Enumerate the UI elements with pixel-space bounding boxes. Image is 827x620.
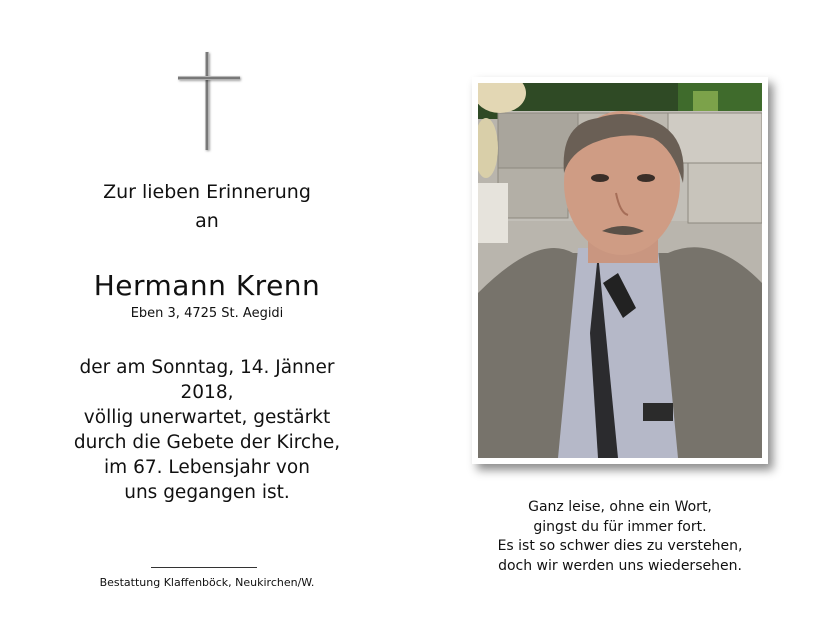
poem-line: gingst du für immer fort.: [533, 518, 707, 535]
portrait-photo: [478, 83, 762, 458]
intro-line: an: [195, 210, 219, 232]
undertaker-name: Bestattung Klaffenböck, Neukirchen/W.: [99, 576, 315, 589]
cross-icon: [178, 52, 240, 150]
portrait-frame: [472, 77, 768, 464]
divider-line: [151, 567, 257, 568]
obituary-line: im 67. Lebensjahr von: [104, 457, 310, 478]
deceased-address: Eben 3, 4725 St. Aegidi: [130, 306, 284, 321]
intro-line: Zur lieben Erinnerung: [103, 181, 311, 203]
obituary-line: völlig unerwartet, gestärkt: [83, 407, 331, 428]
obituary-text: [57, 355, 357, 505]
poem-line: Es ist so schwer dies zu verstehen,: [497, 538, 743, 554]
deceased-name: Hermann Krenn: [93, 269, 321, 302]
poem-line: doch wir werden uns wiedersehen.: [498, 557, 742, 574]
intro-text: [57, 178, 357, 236]
poem: [470, 498, 770, 576]
poem-line: Ganz leise, ohne ein Wort,: [528, 499, 712, 515]
obituary-line: uns gegangen ist.: [124, 482, 290, 503]
obituary-line: durch die Gebete der Kirche,: [73, 432, 341, 453]
obituary-line: der am Sonntag, 14. Jänner 2018,: [79, 357, 335, 403]
